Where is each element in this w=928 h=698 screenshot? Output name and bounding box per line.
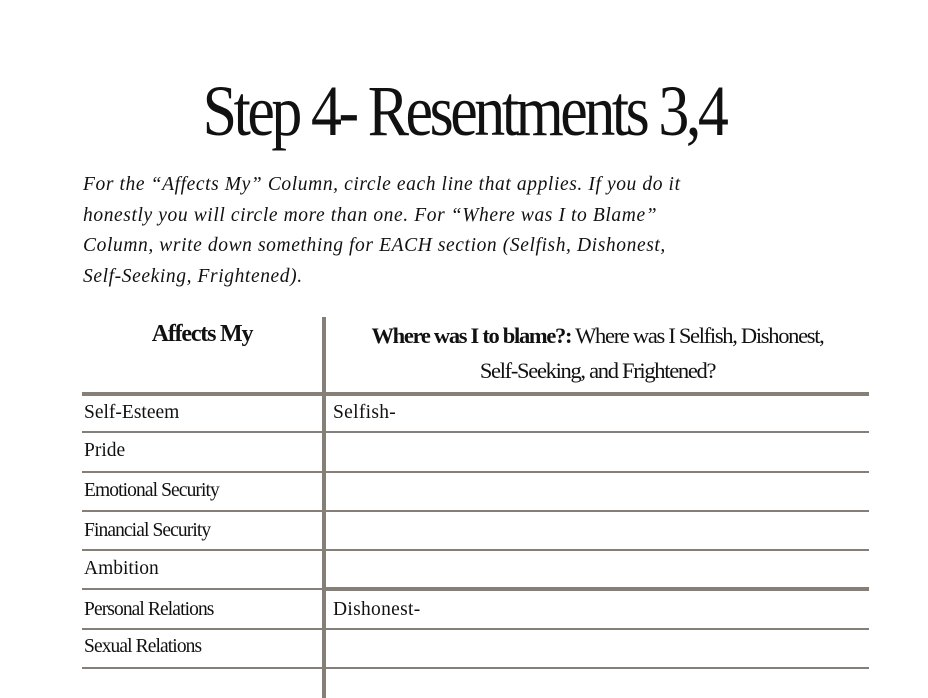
- instructions-line: Column, write down something for EACH section (Selfish, Dishonest,: [83, 235, 666, 256]
- row-rule: [82, 667, 869, 669]
- column-header-blame-bold: Where was I to blame?:: [371, 323, 572, 348]
- affects-cell-pride[interactable]: Pride: [84, 440, 126, 461]
- blame-cell-selfish[interactable]: Selfish-: [333, 402, 397, 423]
- section-rule: [326, 587, 869, 591]
- row-rule: [82, 510, 869, 512]
- instructions-line: Self-Seeking, Frightened).: [83, 265, 303, 287]
- row-rule: [82, 431, 869, 433]
- affects-cell-sexual-relations[interactable]: Sexual Relations: [84, 636, 202, 657]
- row-rule: [82, 471, 869, 473]
- page-title: Step 4- Resentments 3,4: [202, 71, 726, 151]
- affects-cell-emotional-security[interactable]: Emotional Security: [84, 480, 219, 501]
- column-header-blame-line2: Self-Seeking, and Frightened?: [479, 358, 716, 383]
- row-rule: [82, 588, 322, 590]
- affects-cell-personal-relations[interactable]: Personal Relations: [84, 599, 214, 620]
- affects-cell-self-esteem[interactable]: Self-Esteem: [84, 402, 180, 423]
- column-header-where-to-blame: [326, 318, 869, 388]
- column-divider: [322, 317, 326, 698]
- affects-cell-financial-security[interactable]: Financial Security: [84, 520, 211, 541]
- instructions-line: For the “Affects My” Column, circle each line that applies. If you do it: [83, 174, 681, 195]
- instructions-line: honestly you will circle more than one. For “Where was I to Blame”: [83, 204, 658, 226]
- column-header-affects-my: Affects My: [151, 321, 253, 347]
- column-header-blame-line1: Where was I Selfish, Dishonest,: [571, 323, 824, 348]
- row-rule: [82, 549, 869, 551]
- blame-cell-dishonest[interactable]: Dishonest-: [333, 599, 421, 620]
- header-rule: [82, 392, 869, 396]
- affects-cell-ambition[interactable]: Ambition: [84, 558, 159, 579]
- row-rule: [82, 628, 869, 630]
